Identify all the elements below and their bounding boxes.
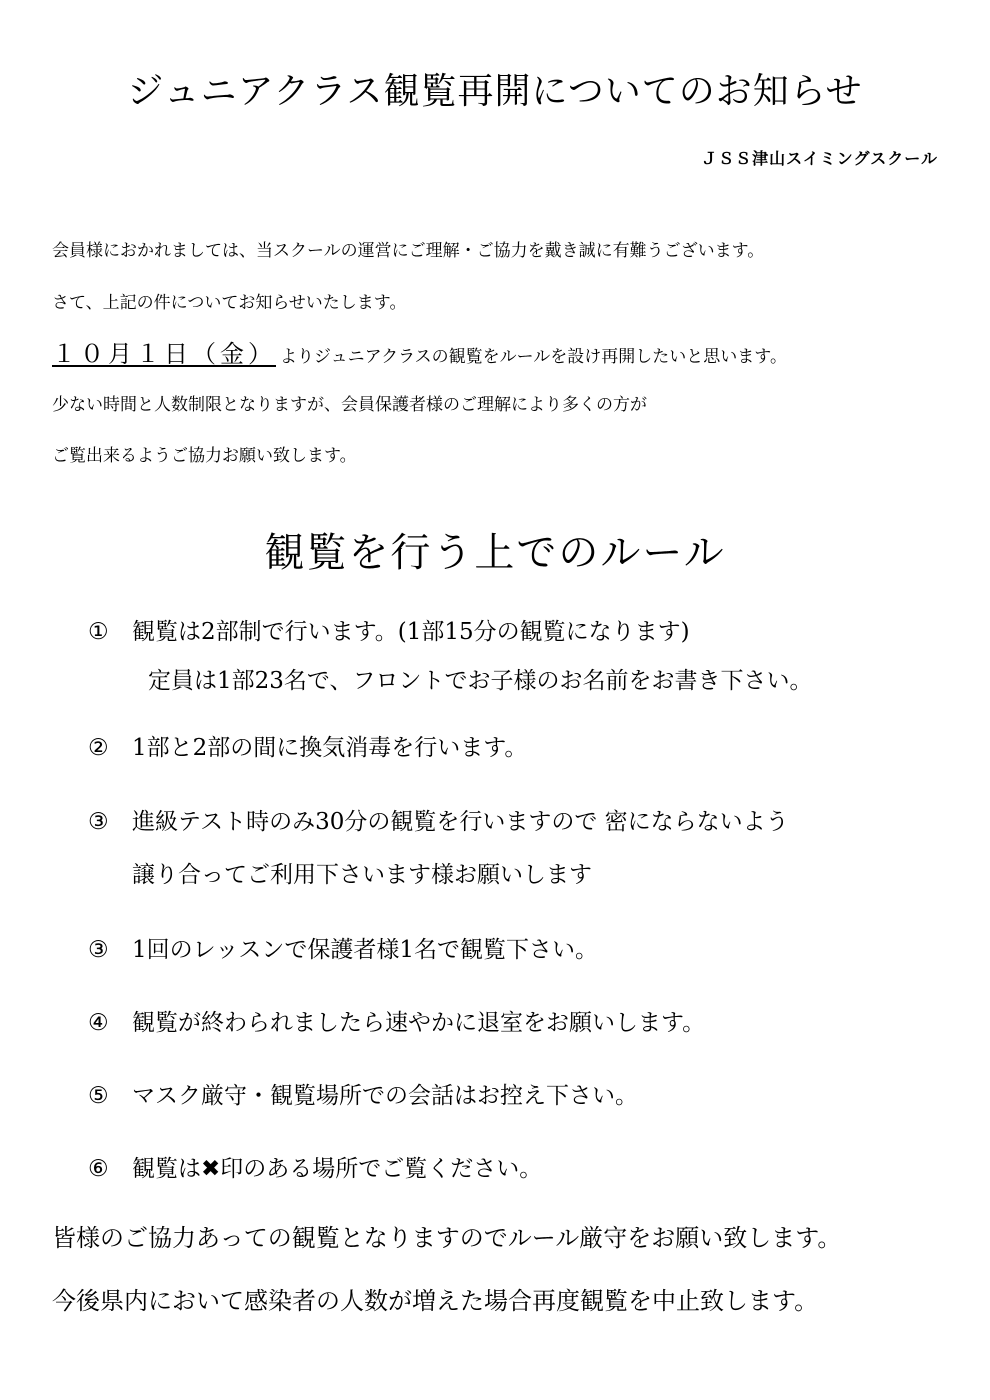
school-name: ＪＳＳ津山スイミングスクール [701,149,938,168]
rule-number: ③ [88,937,109,963]
rule-text: 観覧が終わられましたら速やかに退室をお願いします。 [132,1010,706,1036]
intro-cooperation: ご覧出来るようご協力お願い致します。 [52,446,357,466]
rule-number: ① [88,619,109,645]
rule-text: 1回のレッスンで保護者様1名で観覧下さい。 [132,937,599,963]
rule-number: ⑥ [88,1156,109,1182]
rule-number: ⑤ [88,1083,109,1109]
rule-text: 1部と2部の間に換気消毒を行います。 [132,735,528,761]
closing-request: 皆様のご協力あっての観覧となりますのでルール厳守をお願い致します。 [52,1224,842,1252]
rule-text: 観覧は2部制で行います。(1部15分の観覧になります) [132,619,690,645]
intro-resume-text: よりジュニアクラスの観覧をルールを設け再開したいと思います。 [280,347,787,367]
rule-number: ④ [88,1010,109,1036]
cross-mark-icon: ✖ [201,1156,221,1182]
rule-text-after: 印のある場所でご覧ください。 [220,1156,543,1182]
closing-warning: 今後県内において感染者の人数が増えた場合再度観覧を中止致します。 [52,1287,819,1315]
rule-text: マスク厳守・観覧場所での会話はお控え下さい。 [132,1083,638,1109]
resume-date: １０月１日（金） [52,340,276,368]
rule-number: ② [88,735,109,761]
rule-subtext: 譲り合ってご利用下さいます様お願いします [132,862,592,888]
rule-text: 進級テスト時のみ30分の観覧を行いますので 密にならないよう [132,809,789,835]
rule-number: ③ [88,809,109,835]
intro-limit-notice: 少ない時間と人数制限となりますが、会員保護者様のご理解により多くの方が [52,395,647,415]
notice-title: ジュニアクラス観覧再開についてのお知らせ [127,71,863,112]
intro-announcement: さて、上記の件についてお知らせいたします。 [52,293,407,313]
rules-heading: 観覧を行う上でのルール [264,530,726,576]
rule-text [132,1158,542,1181]
intro-resume-date-line [52,342,787,366]
rule-subtext: 定員は1部23名で、フロントでお子様のお名前をお書き下さい。 [148,668,813,694]
intro-greeting: 会員様におかれましては、当スクールの運営にご理解・ご協力を戴き誠に有難うございます。 [52,241,765,261]
rule-text-before: 観覧は [132,1156,201,1182]
